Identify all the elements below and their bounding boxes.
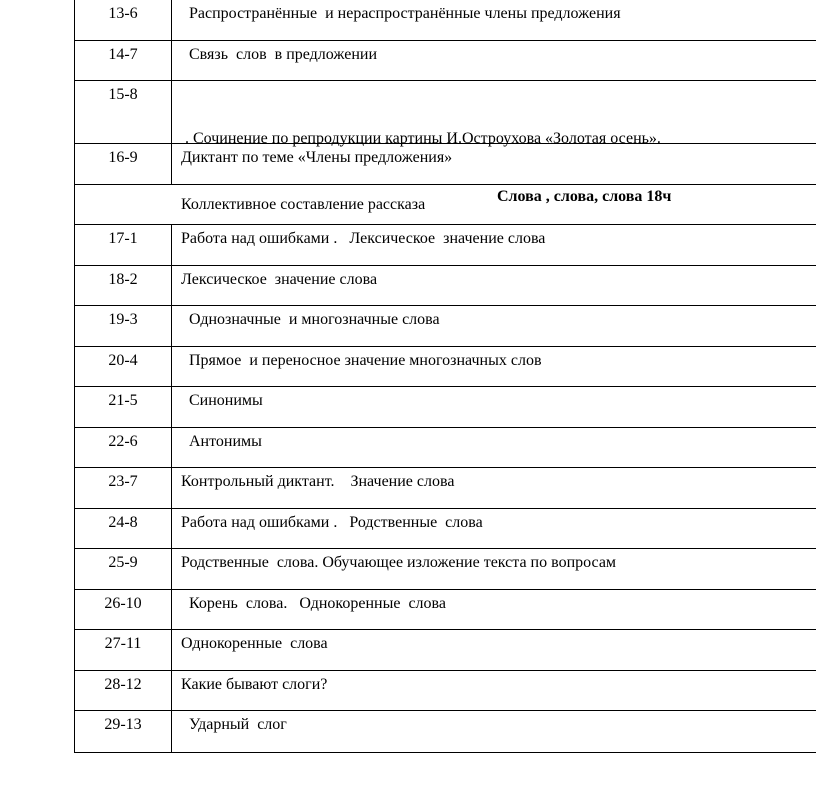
lesson-number: 23-7 (75, 468, 172, 508)
table-row (75, 509, 816, 549)
lesson-number: 21-5 (75, 387, 172, 427)
lesson-topic: Распространённые и нераспространённые члены предложения (181, 5, 621, 22)
lesson-number: 28-12 (75, 671, 172, 710)
lesson-number: 20-4 (75, 347, 172, 386)
lesson-topic: Однокоренные слова (181, 635, 328, 652)
lesson-topic: Связь слов в предложении (181, 46, 377, 63)
table-row (75, 590, 816, 630)
lesson-number: 17-1 (75, 225, 172, 265)
lesson-topic: Работа над ошибками . Лексическое значение слова (181, 230, 546, 247)
lesson-topic-line-2: Коллективное составление рассказа (181, 196, 426, 213)
lesson-topic: Прямое и переносное значение многозначных слов (181, 352, 542, 369)
lesson-number: 16-9 (75, 144, 172, 184)
lesson-topic: Синонимы (181, 392, 263, 409)
lesson-number: 25-9 (75, 549, 172, 589)
table-row (75, 144, 816, 185)
table-row (75, 630, 816, 671)
section-title: Слова , слова, слова 18ч (497, 188, 672, 205)
lesson-topic: Ударный слог (181, 716, 287, 733)
table-row (75, 711, 816, 753)
lesson-number: 22-6 (75, 428, 172, 467)
table-row (75, 387, 816, 428)
lesson-topic: Лексическое значение слова (181, 271, 378, 288)
table-row (75, 671, 816, 711)
table-row (75, 266, 816, 306)
lesson-table (74, 0, 816, 753)
table-row (75, 306, 816, 347)
lesson-number: 27-11 (75, 630, 172, 670)
table-row (75, 225, 816, 266)
lesson-number: 19-3 (75, 306, 172, 346)
lesson-number: 14-7 (75, 41, 172, 80)
section-header-row (75, 185, 816, 225)
lesson-topic-line-1: . Сочинение по репродукции картины И.Остроухова «Золотая осень». (181, 130, 661, 147)
lesson-topic: Диктант по теме «Члены предложения» (181, 149, 453, 166)
lesson-number: 29-13 (75, 711, 172, 753)
table-row (75, 549, 816, 590)
lesson-topic: Корень слова. Однокоренные слова (181, 595, 446, 612)
table-row (75, 41, 816, 81)
table-row (75, 0, 816, 41)
lesson-topic: Антонимы (181, 433, 262, 450)
table-row (75, 468, 816, 509)
lesson-topic: Работа над ошибками . Родственные слова (181, 514, 483, 531)
lesson-number: 18-2 (75, 266, 172, 305)
lesson-number: 26-10 (75, 590, 172, 629)
lesson-number: 24-8 (75, 509, 172, 548)
lesson-number: 13-6 (75, 0, 172, 40)
lesson-topic: Контрольный диктант. Значение слова (181, 473, 455, 490)
lesson-topic: Родственные слова. Обучающее изложение текста по вопросам (181, 554, 617, 571)
table-row (75, 428, 816, 468)
lesson-topic: Какие бывают слоги? (181, 676, 328, 693)
lesson-topic: Однозначные и многозначные слова (181, 311, 440, 328)
table-row (75, 347, 816, 387)
lesson-number: 15-8 (75, 81, 172, 143)
